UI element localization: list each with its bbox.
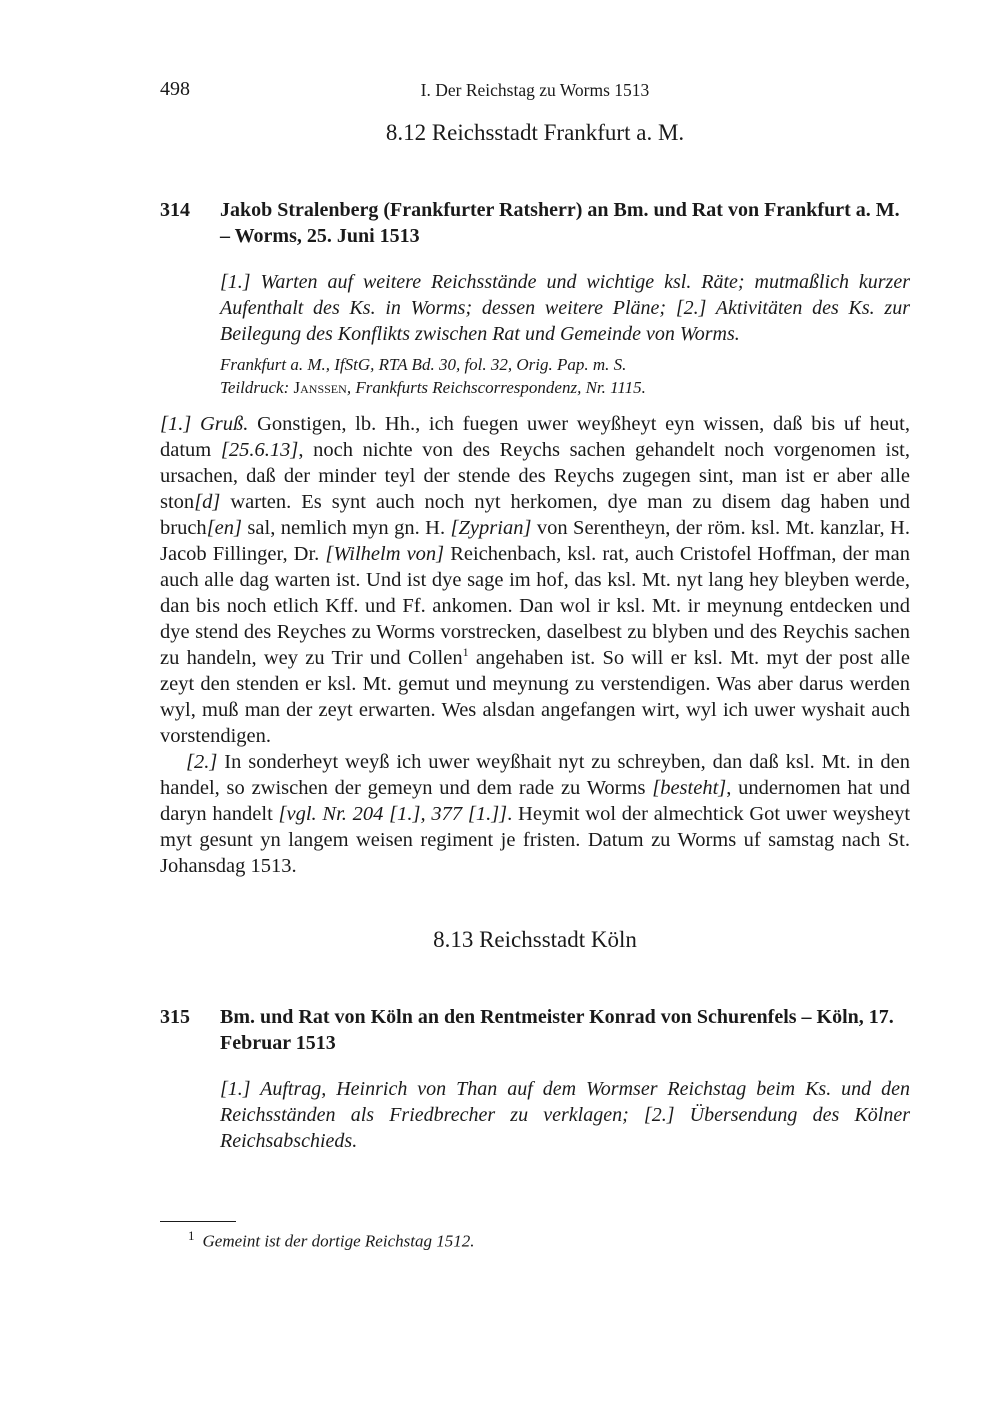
text-run: , undernomen hat und daryn handelt xyxy=(160,777,910,825)
running-title: I. Der Reichstag zu Worms 1513 xyxy=(420,80,650,100)
partial-print xyxy=(220,376,910,399)
text-run: von Serentheyn, der röm. ksl. Mt. kanzlar, H. Jacob Fillinger, Dr. xyxy=(160,517,910,565)
cross-reference: [vgl. Nr. 204 [1.], 377 [1.]] xyxy=(278,803,508,825)
text-run: , noch nichte von des Reychs sachen gehandelt noch vorgenomen ist, ursachen, daß der minder teyl der stende des Reychs zugegen sint, man ist er aber alle ston xyxy=(160,439,910,513)
page xyxy=(160,78,910,1154)
footnote xyxy=(188,1228,474,1252)
text-run: Gonstigen, lb. Hh., ich fuegen uwer weyßheyt eyn wissen, daß bis uf heut, datum xyxy=(160,413,910,461)
footnote-text: Gemeint ist der dortige Reichstag 1512. xyxy=(202,1231,475,1251)
letter-paragraph-2 xyxy=(160,749,910,879)
source-citation xyxy=(220,353,910,399)
footnote-ref[interactable]: 1 xyxy=(462,645,469,660)
page-number: 498 xyxy=(160,78,190,100)
editorial-insert: [Wilhelm von] xyxy=(325,543,445,565)
letter-text xyxy=(160,411,910,879)
text-run: angehaben ist. So will er ksl. Mt. myt der post alle zeyt den stenden er ksl. Mt. gemut und meynung zu verstendigen. Was aber darus werden wyl, muß man der zeyt erwarten. Wes alsdan angefangen wirt, wyl ich uwer wyshait auch vorstendigen. xyxy=(160,647,910,747)
partial-print-author: Janssen xyxy=(293,378,347,397)
text-run: In sonderheyt weyß ich uwer weyßhait nyt zu schreyben, dan daß ksl. Mt. in den handel, so zwischen der gemeyn und dem rade zu Worms xyxy=(160,751,910,799)
footnote-number: 1 xyxy=(188,1228,195,1243)
partial-print-reference: , Frankfurts Reichscorrespondenz, Nr. 1115. xyxy=(346,378,646,397)
entry-number: 315 xyxy=(160,1006,190,1028)
entry-number: 314 xyxy=(160,199,190,221)
running-head xyxy=(160,78,910,108)
entry-315-heading xyxy=(160,1004,910,1056)
entry-315-apparatus xyxy=(220,1076,910,1154)
entry-title: Jakob Stralenberg (Frankfurter Ratsherr) an Bm. und Rat von Frankfurt a. M. – Worms, 25. Juni 1513 xyxy=(220,199,900,247)
editorial-insert: [en] xyxy=(206,517,242,539)
text-run: . Heymit wol der almechtick Got uwer weysheyt myt gesunt yn langem weisen regiment je fristen. Datum zu Worms uf samstag nach St. Johansdag 1513. xyxy=(160,803,911,877)
footnote-divider xyxy=(160,1221,236,1222)
greeting-marker: [1.] Gruß. xyxy=(160,413,249,435)
section-heading-koeln: 8.13 Reichsstadt Köln xyxy=(433,927,637,952)
editorial-insert: [d] xyxy=(194,491,221,513)
regest: [1.] Warten auf weitere Reichsstände und wichtige ksl. Räte; mutmaßlich kurzer Aufenthalt des Ks. in Worms; dessen weitere Pläne; [2.] Aktivitäten des Ks. zur Beilegung des Konflikts zwischen Rat und Gemeinde von Worms. xyxy=(220,271,910,345)
paragraph-marker: [2.] xyxy=(186,751,218,773)
section-heading-frankfurt: 8.12 Reichsstadt Frankfurt a. M. xyxy=(385,120,685,145)
partial-print-label: Teildruck: xyxy=(220,378,290,397)
letter-paragraph-1 xyxy=(160,411,910,749)
text-run: warten. Es synt auch noch nyt herkomen, dye man zu disem dag haben und bruch xyxy=(160,491,910,539)
entry-314-heading xyxy=(160,197,910,249)
text-run: sal, nemlich myn gn. H. xyxy=(242,517,451,539)
editorial-insert: [besteht] xyxy=(652,777,727,799)
editorial-date: [25.6.13] xyxy=(220,439,299,461)
editorial-insert: [Zyprian] xyxy=(450,517,532,539)
archive-source: Frankfurt a. M., IfStG, RTA Bd. 30, fol. 32, Orig. Pap. m. S. xyxy=(220,355,627,374)
entry-314-apparatus xyxy=(220,269,910,399)
regest: [1.] Auftrag, Heinrich von Than auf dem Wormser Reichstag beim Ks. und den Reichsständen als Friedbrecher zu verklagen; [2.] Übersendung des Kölner Reichsabschieds. xyxy=(220,1078,910,1152)
entry-title: Bm. und Rat von Köln an den Rentmeister Konrad von Schurenfels – Köln, 17. Februar 1513 xyxy=(220,1006,894,1054)
text-run: Reichenbach, ksl. rat, auch Cristofel Hoffman, der man auch alle dag warten ist. Und ist dye sage im hof, das ksl. Mt. nyt lang hey bleyben werde, dan bis noch etlich Kff. und Ff. ankomen. Dan wol ir ksl. Mt. ir meynung entdecken und dye stend des Reyches zu Worms vorstrecken, daselbest zu blyben und des Reychis sachen zu handeln, wey zu Trir und Collen xyxy=(160,543,910,669)
